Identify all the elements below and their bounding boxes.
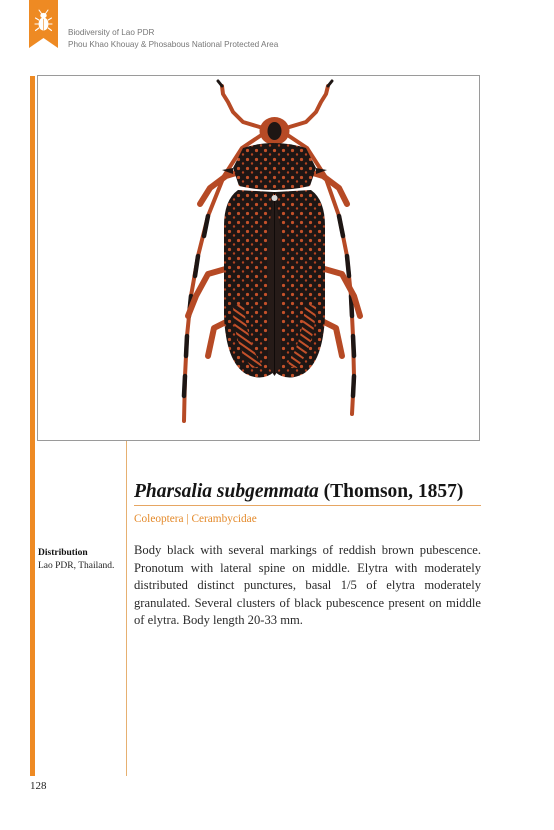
species-description: Body black with several markings of reddish brown pubescence. Pronotum with lateral spine on middle. Elytra with moderately distributed distinct punctures, basal 1/5 of elytra moderately granulated. Several clusters of black pubescence present on middle of elytra. Body length 20-33 mm. (134, 543, 481, 628)
species-author: (Thomson, 1857) (323, 481, 464, 502)
column-divider (126, 441, 127, 776)
running-header (68, 27, 278, 51)
page-number: 128 (30, 780, 47, 792)
scientific-name: Pharsalia subgemmata (134, 481, 319, 502)
accent-bar (30, 76, 35, 776)
species-title (134, 481, 463, 503)
distribution-label: Distribution (38, 548, 88, 558)
section-badge (29, 0, 58, 48)
header-title: Biodiversity of Lao PDR (68, 28, 155, 37)
distribution-value: Lao PDR, Thailand. (38, 561, 115, 571)
taxonomy-label: Coleoptera | Cerambycidae (134, 513, 257, 525)
header-subtitle: Phou Khao Khouay & Phosabous National Protected Area (68, 40, 279, 49)
title-divider (134, 505, 481, 506)
beetle-illustration (38, 76, 479, 440)
specimen-photo (37, 75, 480, 441)
